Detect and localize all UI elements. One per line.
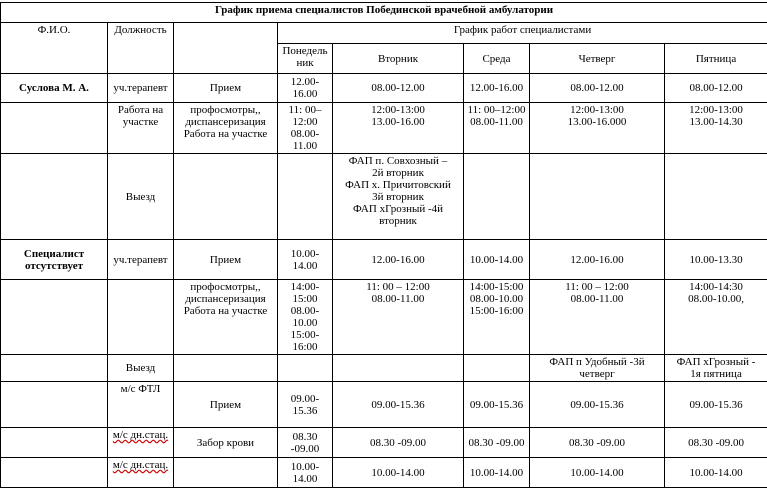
table-row bbox=[1, 154, 767, 240]
staff-name bbox=[1, 103, 108, 154]
table-row bbox=[1, 458, 767, 488]
schedule-cell bbox=[464, 154, 530, 240]
staff-position: м/с ФТЛ bbox=[108, 382, 174, 428]
schedule-cell: ФАП п. Совхозный – 2й вторник ФАП х. Причитовский 3й вторник ФАП хГрозный -4й вторник bbox=[333, 154, 464, 240]
schedule-cell: 10.00-14.00 bbox=[278, 458, 333, 488]
schedule-cell: 08.30 -09.00 bbox=[333, 428, 464, 458]
staff-position: м/с дн.стац. bbox=[108, 458, 174, 488]
schedule-cell bbox=[278, 355, 333, 382]
activity bbox=[174, 458, 278, 488]
schedule-cell: 12.00-16.00 bbox=[278, 74, 333, 103]
activity: профосмотры,, диспансеризация Работа на участке bbox=[174, 280, 278, 355]
schedule-cell: 11: 00 – 12:00 08.00-11.00 bbox=[333, 280, 464, 355]
staff-name: Суслова М. А. bbox=[1, 74, 108, 103]
table-row bbox=[1, 428, 767, 458]
table-row bbox=[1, 280, 767, 355]
schedule-cell: 08.30 -09.00 bbox=[464, 428, 530, 458]
staff-position: Выезд bbox=[108, 355, 174, 382]
staff-name bbox=[1, 355, 108, 382]
table-row bbox=[1, 382, 767, 428]
schedule-cell: 10.00-13.30 bbox=[665, 240, 767, 280]
schedule-cell: 09.00-15.36 bbox=[665, 382, 767, 428]
header-day-wed: Среда bbox=[464, 44, 530, 74]
staff-name bbox=[1, 154, 108, 240]
activity: Прием bbox=[174, 382, 278, 428]
staff-name bbox=[1, 382, 108, 428]
schedule-cell: 12:00-13:00 13.00-16.000 bbox=[530, 103, 665, 154]
staff-position: уч.терапевт bbox=[108, 240, 174, 280]
header-day-tue: Вторник bbox=[333, 44, 464, 74]
header-empty bbox=[174, 23, 278, 74]
schedule-cell: 08.00-12.00 bbox=[530, 74, 665, 103]
schedule-cell bbox=[665, 154, 767, 240]
schedule-cell: ФАП хГрозный - 1я пятница bbox=[665, 355, 767, 382]
table-title: График приема специалистов Побединской врачебной амбулатории bbox=[1, 3, 767, 23]
schedule-cell: 12:00-13:00 13.00-16.00 bbox=[333, 103, 464, 154]
schedule-cell bbox=[333, 355, 464, 382]
schedule-cell: 11: 00 – 12:00 08.00-11.00 bbox=[530, 280, 665, 355]
schedule-cell: 12.00-16.00 bbox=[333, 240, 464, 280]
staff-name bbox=[1, 428, 108, 458]
header-day-thu: Четверг bbox=[530, 44, 665, 74]
staff-name bbox=[1, 280, 108, 355]
schedule-cell: 08.30 -09.00 bbox=[665, 428, 767, 458]
schedule-cell: 10.00-14.00 bbox=[665, 458, 767, 488]
schedule-cell: 14:00-15:00 08.00-10.00 15:00-16:00 bbox=[278, 280, 333, 355]
header-schedule: График работ специалистами bbox=[278, 23, 767, 44]
table-row bbox=[1, 74, 767, 103]
staff-position: уч.терапевт bbox=[108, 74, 174, 103]
header-fio: Ф.И.О. bbox=[1, 23, 108, 74]
schedule-cell: 12:00-13:00 13.00-14.30 bbox=[665, 103, 767, 154]
activity: Забор крови bbox=[174, 428, 278, 458]
header-day-mon: Понедельник bbox=[278, 44, 333, 74]
schedule-cell bbox=[464, 355, 530, 382]
schedule-cell: 10.00-14.00 bbox=[530, 458, 665, 488]
schedule-cell: 14:00-14:30 08.00-10.00, bbox=[665, 280, 767, 355]
schedule-cell: 09.00-15.36 bbox=[333, 382, 464, 428]
schedule-cell: 09.00-15.36 bbox=[278, 382, 333, 428]
schedule-cell: 11: 00– 12:00 08.00-11.00 bbox=[278, 103, 333, 154]
schedule-cell: 12.00-16.00 bbox=[530, 240, 665, 280]
activity: Прием bbox=[174, 240, 278, 280]
schedule-cell: 11: 00–12:00 08.00-11.00 bbox=[464, 103, 530, 154]
activity bbox=[174, 154, 278, 240]
schedule-cell: 12.00-16.00 bbox=[464, 74, 530, 103]
schedule-cell: ФАП п Удобный -3й четверг bbox=[530, 355, 665, 382]
staff-position bbox=[108, 280, 174, 355]
schedule-cell: 08.00-12.00 bbox=[665, 74, 767, 103]
staff-name: Специалист отсутствует bbox=[1, 240, 108, 280]
schedule-cell: 10.00-14.00 bbox=[333, 458, 464, 488]
activity bbox=[174, 355, 278, 382]
schedule-cell: 08.30 -09.00 bbox=[278, 428, 333, 458]
staff-position: м/с дн.стац. bbox=[108, 428, 174, 458]
schedule-cell: 08.30 -09.00 bbox=[530, 428, 665, 458]
schedule-cell bbox=[530, 154, 665, 240]
activity: профосмотры,, диспансеризация Работа на участке bbox=[174, 103, 278, 154]
activity: Прием bbox=[174, 74, 278, 103]
schedule-cell: 14:00-15:00 08.00-10.00 15:00-16:00 bbox=[464, 280, 530, 355]
schedule-cell bbox=[278, 154, 333, 240]
schedule-table bbox=[0, 2, 767, 488]
schedule-cell: 10.00-14.00 bbox=[278, 240, 333, 280]
header-day-fri: Пятница bbox=[665, 44, 767, 74]
header-position: Должность bbox=[108, 23, 174, 74]
table-row bbox=[1, 103, 767, 154]
table-row bbox=[1, 355, 767, 382]
schedule-cell: 09.00-15.36 bbox=[530, 382, 665, 428]
schedule-cell: 10.00-14.00 bbox=[464, 240, 530, 280]
table-row bbox=[1, 240, 767, 280]
schedule-cell: 09.00-15.36 bbox=[464, 382, 530, 428]
staff-position: Работа на участке bbox=[108, 103, 174, 154]
schedule-cell: 08.00-12.00 bbox=[333, 74, 464, 103]
staff-name bbox=[1, 458, 108, 488]
staff-position: Выезд bbox=[108, 154, 174, 240]
schedule-cell: 10.00-14.00 bbox=[464, 458, 530, 488]
